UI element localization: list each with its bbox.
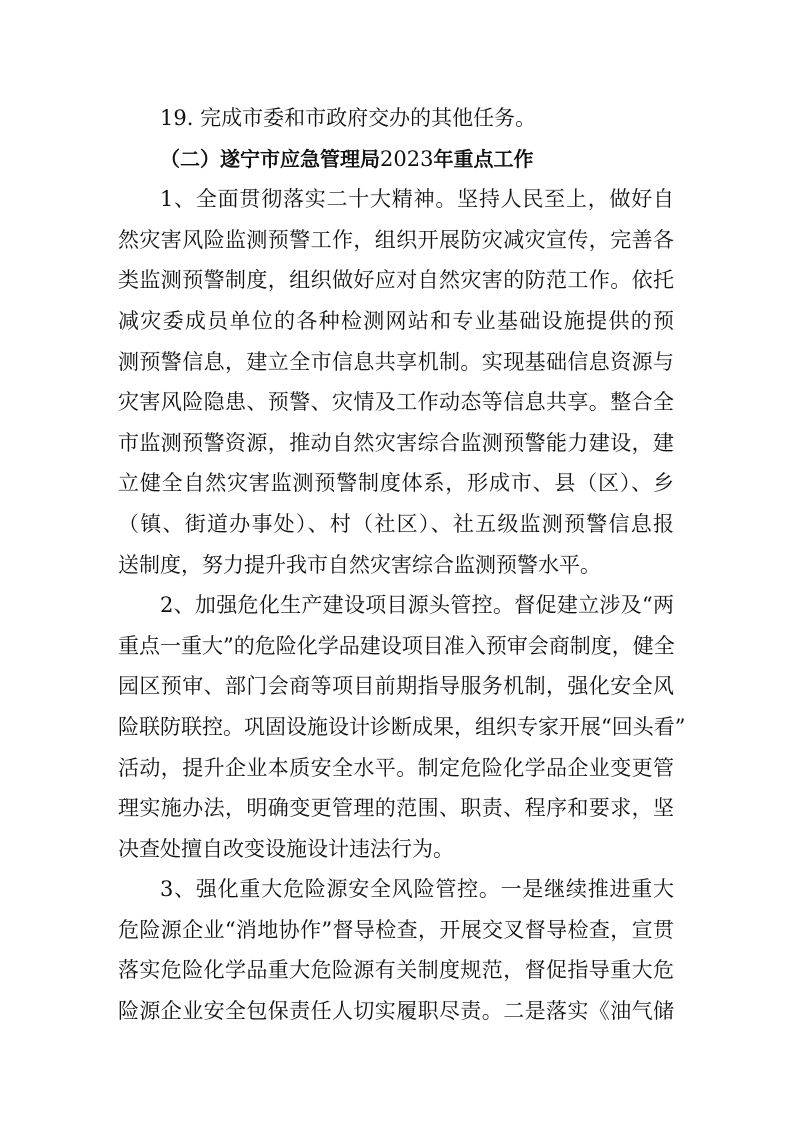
paragraph-2 [118,585,686,869]
paragraph-line: 3、强化重大危险源安全风险管控。一是继续推进重大 [160,877,674,902]
paragraph-line: 活动，提升企业本质安全水平。制定危险化学品企业变更管 [118,755,674,780]
paragraph-3 [118,869,674,1031]
paragraph-line: 决查处擅自改变设施设计违法行为。 [118,836,454,861]
paragraph-line: 重点一重大”的危险化学品建设项目准入预审会商制度，健全 [118,633,675,658]
paragraph-line: 险源企业安全包保责任人切实履职尽责。二是落实《油气储 [118,999,674,1024]
paragraph-line: 减灾委成员单位的各种检测网站和专业基础设施提供的预 [118,308,674,333]
paragraph-line: 立健全自然灾害监测预警制度体系，形成市、县（区）、乡 [118,471,674,496]
section-heading [118,139,674,180]
paragraph-line: 理实施办法，明确变更管理的范围、职责、程序和要求，坚 [118,796,674,821]
paragraph-line: 市监测预警资源，推动自然灾害综合监测预警能力建设，建 [118,430,674,455]
paragraph-line: 然灾害风险监测预警工作，组织开展防灾减灾宣传，完善各 [118,227,674,252]
paragraph-line: 测预警信息，建立全市信息共享机制。实现基础信息资源与 [118,349,674,374]
paragraph-line: 落实危险化学品重大危险源有关制度规范，督促指导重大危 [118,958,674,983]
paragraph-line: 灾害风险隐患、预警、灾情及工作动态等信息共享。整合全 [118,390,674,415]
lead-item: 19. 完成市委和市政府交办的其他任务。 [160,106,537,130]
paragraph-line: 送制度，努力提升我市自然灾害综合监测预警水平。 [118,552,601,577]
document-body [118,98,686,1032]
paragraph-line: 类监测预警制度，组织做好应对自然灾害的防范工作。依托 [118,268,674,293]
paragraph-line: 危险源企业“消地协作”督导检查，开展交叉督导检查，宣贯 [118,917,674,942]
paragraph-line: 园区预审、部门会商等项目前期指导服务机制，强化安全风 [118,674,674,699]
paragraph-line: 1、全面贯彻落实二十大精神。坚持人民至上，做好自 [160,187,674,212]
section-heading-text: （二）遂宁市应急管理局 [160,146,380,171]
paragraph-1 [118,179,674,585]
paragraph-line: （镇、街道办事处）、村（社区）、社五级监测预警信息报 [118,511,674,536]
paragraph-line: 险联防联控。巩固设施设计诊断成果，组织专家开展“回头看” [118,714,686,739]
section-heading-year: 2023 [380,146,434,171]
paragraph-line: 2、加强危化生产建设项目源头管控。督促建立涉及“两 [160,593,674,618]
section-heading-suffix: 年重点工作 [433,146,534,171]
